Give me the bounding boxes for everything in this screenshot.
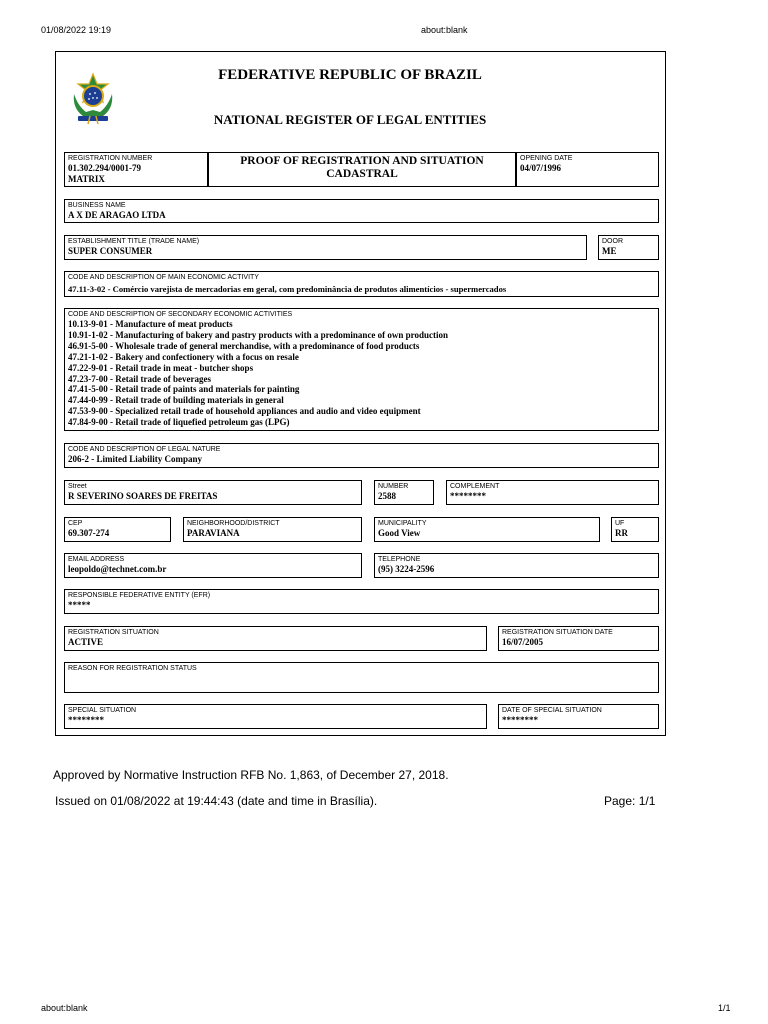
page-number: Page: 1/1 [604, 794, 656, 808]
print-datetime: 01/08/2022 19:19 [41, 25, 112, 35]
list-item: 47.41-5-00 - Retail trade of paints and materials for painting [68, 384, 300, 395]
approval-note: Approved by Normative Instruction RFB No. 1,863, of December 27, 2018. [53, 768, 449, 782]
registration-situation-value: ACTIVE [68, 637, 104, 647]
reason-box [64, 662, 659, 693]
field-label: REGISTRATION NUMBER [68, 155, 153, 162]
special-situation-box [64, 704, 487, 729]
telephone-value: (95) 3224-2596 [378, 564, 435, 574]
situation-date-value: 16/07/2005 [502, 637, 544, 647]
field-label: EMAIL ADDRESS [68, 556, 125, 563]
email-value: leopoldo@technet.com.br [68, 564, 167, 574]
cep-value: 69.307-274 [68, 528, 110, 538]
uf-value: RR [615, 528, 628, 538]
document-title: FEDERATIVE REPUBLIC OF BRAZIL [218, 67, 482, 83]
field-label: UF [615, 520, 625, 527]
main-activity-value: 47.11-3-02 - Comércio varejista de mercadorias em geral, com predominância de produtos alimentícios - supermercados [68, 284, 507, 294]
list-item: 47.22-9-01 - Retail trade in meat - butcher shops [68, 362, 254, 373]
uf-box [611, 517, 659, 542]
municipality-value: Good View [378, 528, 421, 538]
field-label: RESPONSIBLE FEDERATIVE ENTITY (EFR) [68, 592, 211, 599]
field-label: REGISTRATION SITUATION DATE [502, 629, 613, 636]
situation-date-box [498, 626, 659, 651]
print-url-bottom: about:blank [41, 1003, 88, 1013]
main-activity-box [64, 271, 659, 297]
trade-name-value: SUPER CONSUMER [68, 246, 153, 256]
door-box [598, 235, 659, 260]
municipality-box [374, 517, 600, 542]
list-item: 47.23-7-00 - Retail trade of beverages [68, 373, 211, 384]
door-value: ME [602, 246, 617, 256]
field-label: CEP [68, 520, 83, 527]
list-item: 10.91-1-02 - Manufacturing of bakery and pastry products with a predominance of own production [68, 329, 449, 340]
special-situation-value: ******** [68, 715, 104, 725]
field-label: NEIGHBORHOOD/DISTRICT [187, 520, 280, 527]
complement-box [446, 480, 659, 505]
cep-box [64, 517, 171, 542]
number-box [374, 480, 434, 505]
telephone-box [374, 553, 659, 578]
list-item: 47.84-9-00 - Retail trade of liquefied petroleum gas (LPG) [68, 417, 290, 428]
email-box [64, 553, 362, 578]
efr-value: ***** [68, 600, 91, 610]
field-label: MUNICIPALITY [378, 520, 427, 527]
field-label: CODE AND DESCRIPTION OF MAIN ECONOMIC ACTIVITY [68, 274, 259, 281]
issued-note: Issued on 01/08/2022 at 19:44:43 (date and time in Brasília). [55, 794, 378, 808]
registration-situation-box [64, 626, 487, 651]
field-label: TELEPHONE [378, 556, 421, 563]
field-label: BUSINESS NAME [68, 202, 126, 209]
special-date-box [498, 704, 659, 729]
special-date-value: ******** [502, 715, 538, 725]
neighborhood-value: PARAVIANA [187, 528, 240, 538]
coat-of-arms-of-brazil-icon [68, 72, 118, 126]
field-label: REGISTRATION SITUATION [68, 629, 159, 636]
legal-nature-box [64, 443, 659, 468]
street-box [64, 480, 362, 505]
field-label: NUMBER [378, 483, 409, 490]
registration-number-value: 01.302.294/0001-79 [68, 163, 141, 173]
field-label: SPECIAL SITUATION [68, 707, 137, 714]
field-label: CODE AND DESCRIPTION OF LEGAL NATURE [68, 446, 221, 453]
field-label: REASON FOR REGISTRATION STATUS [68, 665, 197, 672]
field-label: ESTABLISHMENT TITLE (TRADE NAME) [68, 238, 200, 245]
field-label: CODE AND DESCRIPTION OF SECONDARY ECONOMIC ACTIVITIES [68, 311, 293, 318]
efr-box [64, 589, 659, 614]
list-item: 47.44-0-99 - Retail trade of building materials in general [68, 395, 284, 406]
street-value: R SEVERINO SOARES DE FREITAS [68, 491, 218, 501]
opening-date-value: 04/07/1996 [520, 163, 562, 173]
list-item: 10.13-9-01 - Manufacture of meat products [68, 319, 233, 329]
list-item: 47.53-9-00 - Specialized retail trade of household appliances and audio and video equipment [68, 406, 421, 417]
field-label: COMPLEMENT [450, 483, 500, 490]
number-value: 2588 [378, 491, 396, 501]
field-label: OPENING DATE [520, 155, 573, 162]
field-label: DATE OF SPECIAL SITUATION [502, 707, 602, 714]
field-label: Street [68, 483, 87, 490]
document-subtitle: NATIONAL REGISTER OF LEGAL ENTITIES [213, 112, 487, 127]
registration-number-box [64, 152, 208, 187]
print-url-top: about:blank [421, 25, 468, 35]
list-item: 46.91-5-00 - Wholesale trade of general merchandise, with a predominance of food products [68, 340, 420, 351]
legal-nature-value: 206-2 - Limited Liability Company [68, 454, 203, 464]
trade-name-box [64, 235, 587, 260]
business-name-value: A X DE ARAGAO LTDA [68, 210, 166, 220]
complement-value: ******** [450, 491, 486, 501]
opening-date-box [516, 152, 659, 187]
neighborhood-box [183, 517, 362, 542]
field-label: DOOR [602, 238, 623, 245]
registration-type-value: MATRIX [68, 173, 105, 184]
business-name-box [64, 199, 659, 223]
proof-title: PROOF OF REGISTRATION AND SITUATION CADASTRAL [208, 152, 516, 187]
print-page-count: 1/1 [718, 1003, 731, 1013]
secondary-activities-box [64, 308, 659, 431]
list-item: 47.21-1-02 - Bakery and confectionery with a focus on resale [68, 351, 299, 362]
